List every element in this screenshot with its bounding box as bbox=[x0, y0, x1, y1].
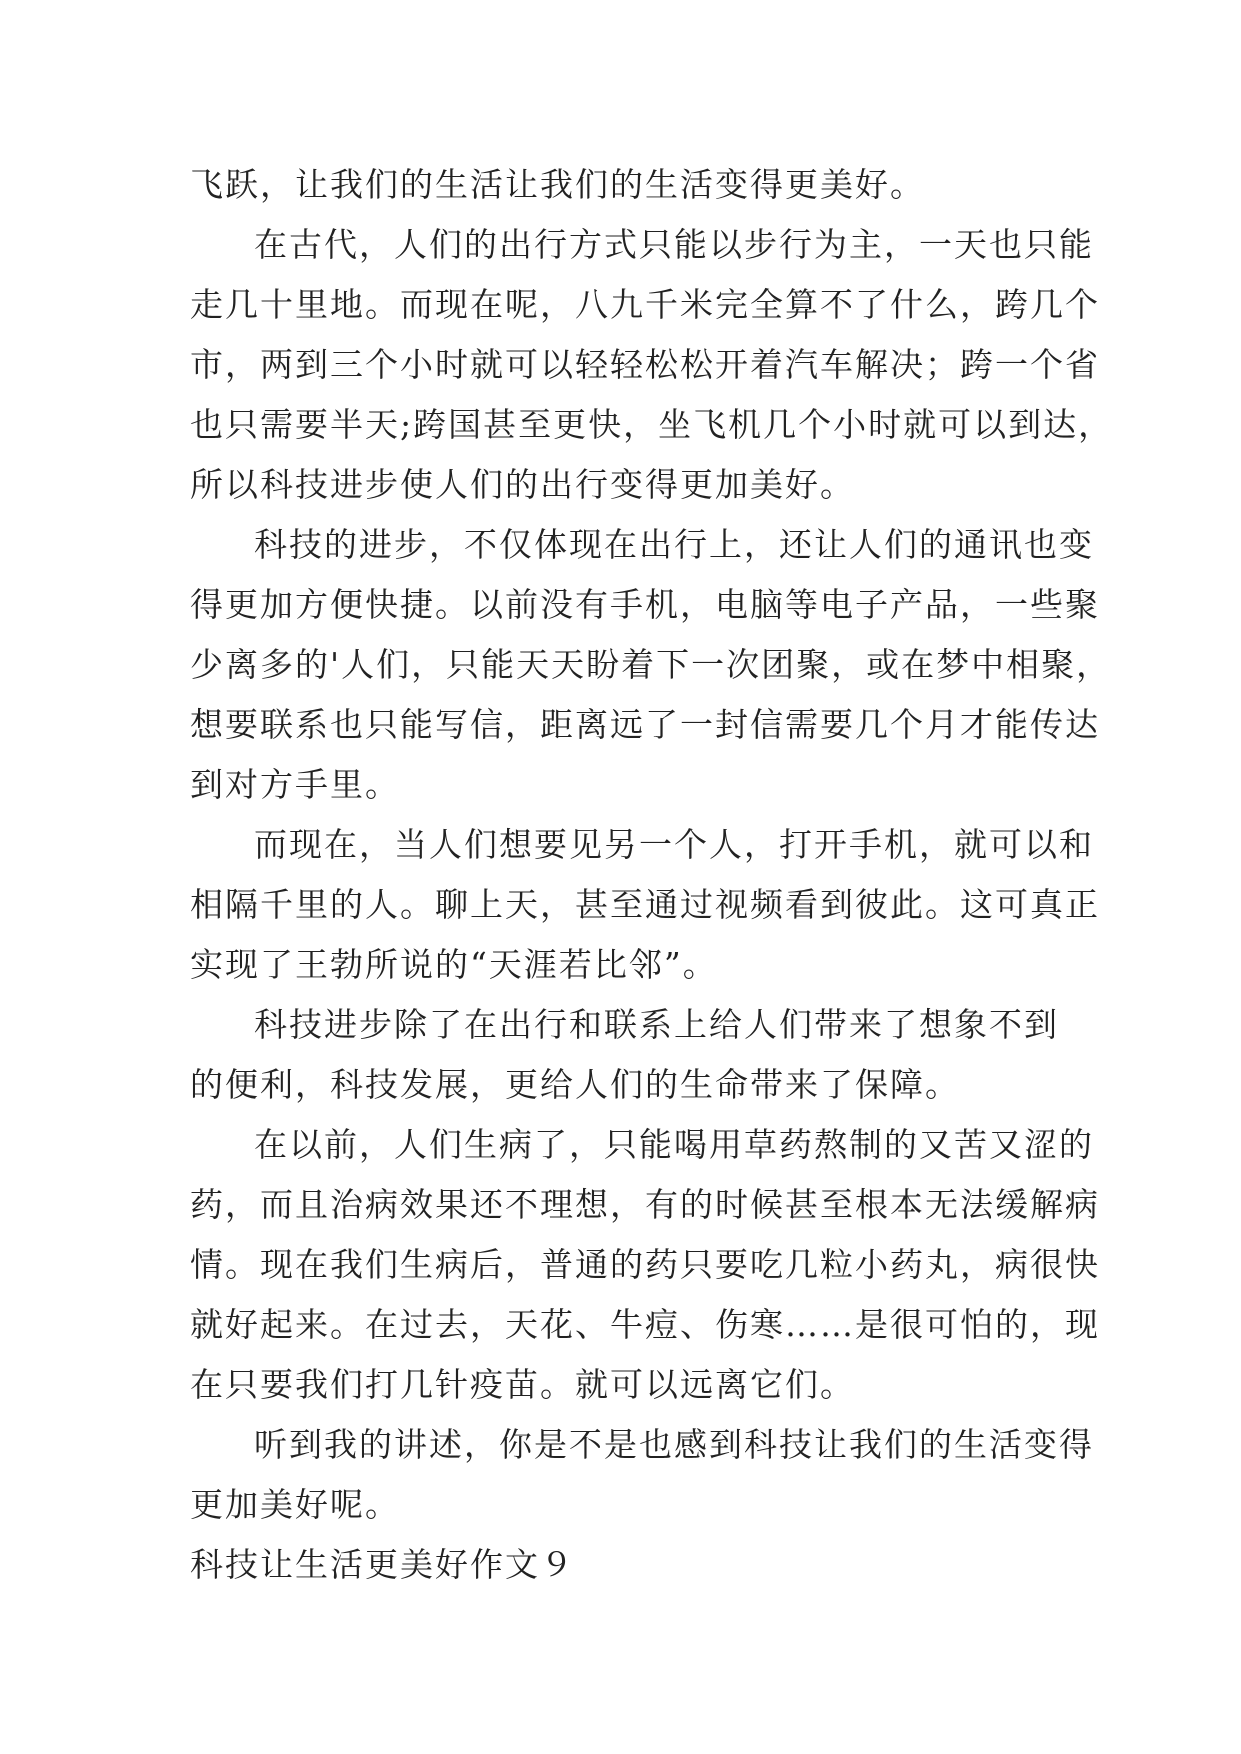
text-line: 所以科技进步使人们的出行变得更加美好。 bbox=[190, 465, 855, 504]
text-line: 到对方手里。 bbox=[190, 765, 400, 804]
text-line: 药，而且治病效果还不理想，有的时候甚至根本无法缓解病 bbox=[190, 1185, 1100, 1224]
text-line: 市，两到三个小时就可以轻轻松松开着汽车解决；跨一个省 bbox=[190, 345, 1100, 384]
text-line: 想要联系也只能写信，距离远了一封信需要几个月才能传达 bbox=[190, 705, 1100, 744]
text-line: 情。现在我们生病后，普通的药只要吃几粒小药丸，病很快 bbox=[190, 1245, 1100, 1284]
text-line: 得更加方便快捷。以前没有手机，电脑等电子产品，一些聚 bbox=[190, 585, 1100, 624]
text-line: 科技的进步，不仅体现在出行上，还让人们的通讯也变 bbox=[254, 525, 1094, 564]
essay-body bbox=[190, 155, 1114, 1595]
text-line: 的便利，科技发展，更给人们的生命带来了保障。 bbox=[190, 1065, 960, 1104]
text-line: 也只需要半天;跨国甚至更快，坐飞机几个小时就可以到达， bbox=[190, 405, 1114, 444]
text-line: 更加美好呢。 bbox=[190, 1485, 400, 1524]
text-line: 就好起来。在过去，天花、牛痘、伤寒……是很可怕的，现 bbox=[190, 1305, 1100, 1344]
text-line: 实现了王勃所说的“天涯若比邻”。 bbox=[190, 945, 718, 984]
text-line: 而现在，当人们想要见另一个人，打开手机，就可以和 bbox=[254, 825, 1094, 864]
text-line: 在以前，人们生病了，只能喝用草药熬制的又苦又涩的 bbox=[254, 1125, 1094, 1164]
next-essay-heading: 科技让生活更美好作文９ bbox=[190, 1545, 575, 1584]
text-line: 飞跃，让我们的生活让我们的生活变得更美好。 bbox=[190, 165, 925, 204]
text-line: 在古代，人们的出行方式只能以步行为主，一天也只能 bbox=[254, 225, 1094, 264]
text-line: 少离多的'人们，只能天天盼着下一次团聚，或在梦中相聚， bbox=[190, 645, 1112, 684]
text-line: 科技进步除了在出行和联系上给人们带来了想象不到 bbox=[254, 1005, 1059, 1044]
text-line: 听到我的讲述，你是不是也感到科技让我们的生活变得 bbox=[254, 1425, 1094, 1464]
text-line: 走几十里地。而现在呢，八九千米完全算不了什么，跨几个 bbox=[190, 285, 1100, 324]
text-line: 在只要我们打几针疫苗。就可以远离它们。 bbox=[190, 1365, 855, 1404]
text-line: 相隔千里的人。聊上天，甚至通过视频看到彼此。这可真正 bbox=[190, 885, 1100, 924]
